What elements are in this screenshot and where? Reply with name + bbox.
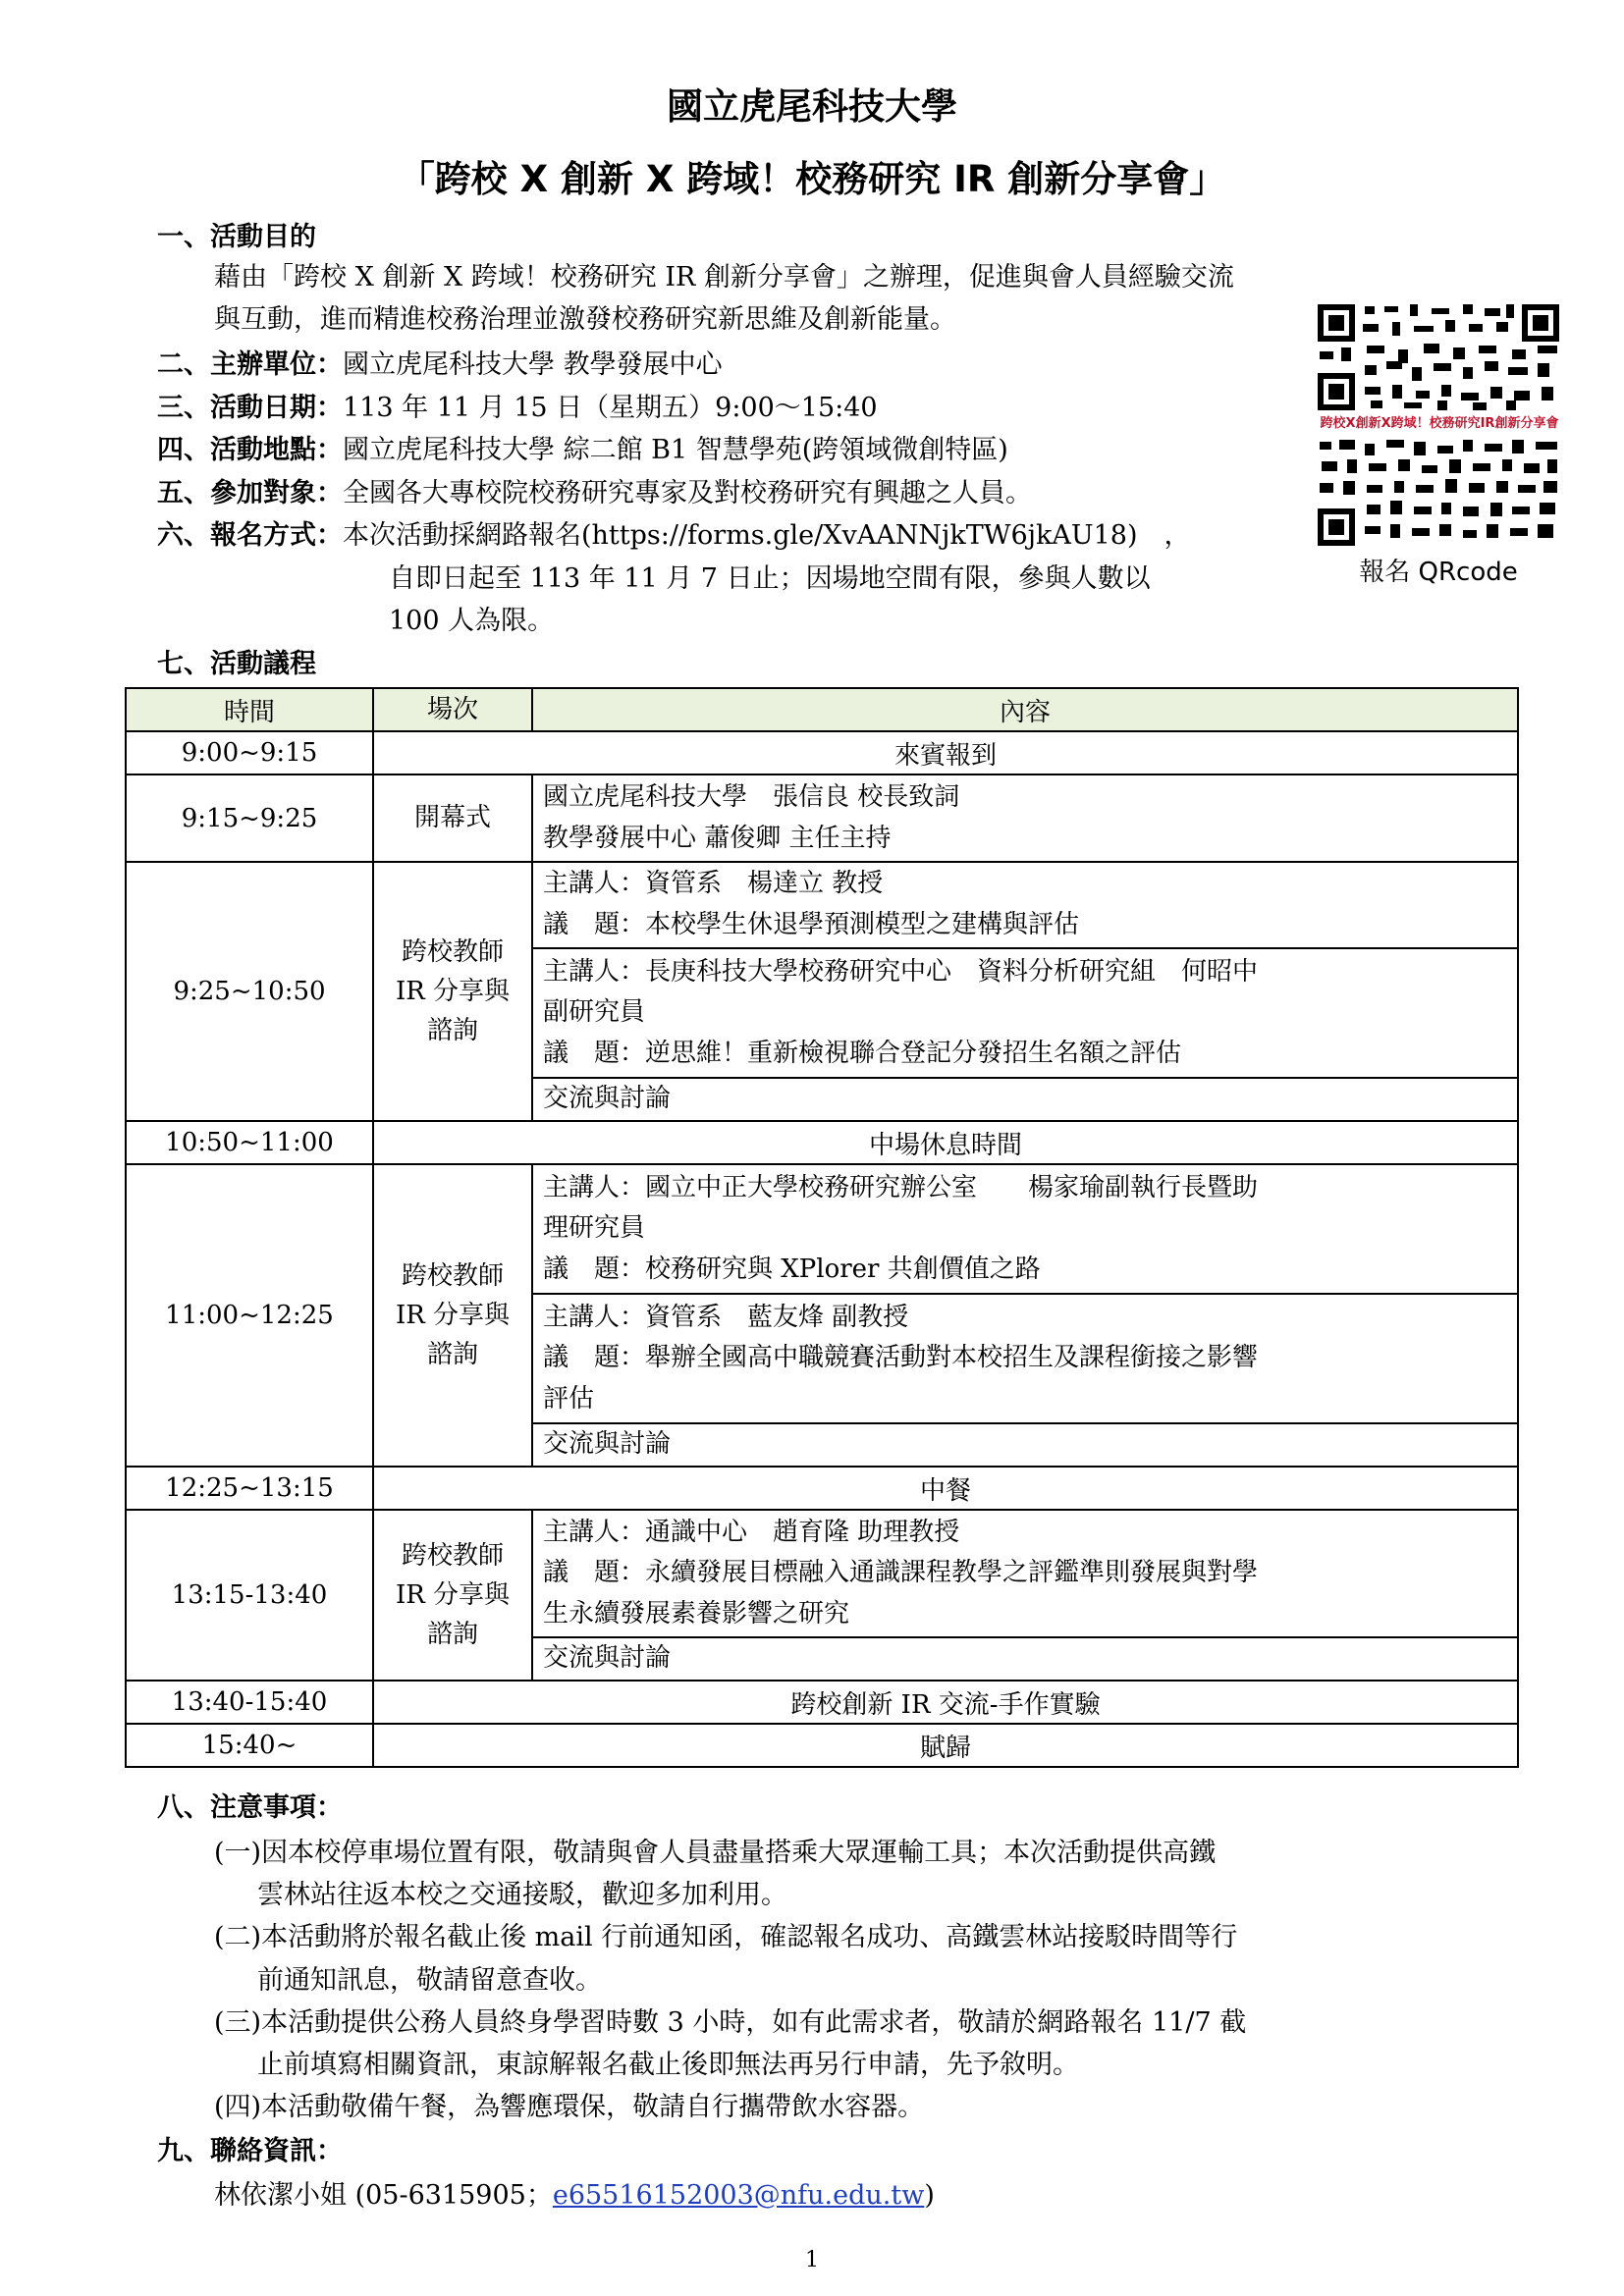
table-header-row [126, 688, 1518, 731]
note-item-4: (四)本活動敬備午餐，為響應環保，敬請自行攜帶飲水容器。 [214, 2092, 925, 2123]
organizer-row [157, 349, 723, 381]
row-session: 跨校教師 IR 分享與諮詢 [373, 1164, 532, 1467]
row-content: 交流與討論 [532, 1637, 1518, 1681]
note-item-3-cont: 止前填寫相關資訊，東諒解報名截止後即無法再另行申請，先予敘明。 [257, 2049, 1079, 2080]
date-row [157, 393, 878, 424]
note-item-1: (一)因本校停車場位置有限，敬請與會人員盡量搭乘大眾運輸工具；本次活動提供高鐵 [214, 1838, 1217, 1868]
note-item-1-cont: 雲林站往返本校之交通接駁，歡迎多加利用。 [257, 1880, 787, 1911]
row-content: 中餐 [373, 1467, 1518, 1510]
qr-caption: 報名 QRcode [1359, 558, 1518, 587]
row-time: 9:25~10:50 [126, 862, 373, 1121]
content-line: 國立虎尾科技大學 張信良 校長致詞 [543, 781, 960, 812]
contact-name-phone: 林依潔小姐 (05-6315905； [214, 2180, 553, 2211]
topic-line: 議 題：舉辦全國高中職競賽活動對本校招生及課程銜接之影響 [543, 1343, 1259, 1373]
contact-email-link[interactable]: e65516152003@nfu.edu.tw [552, 2180, 925, 2211]
row-time: 13:15-13:40 [126, 1510, 373, 1681]
venue-label: 四、活動地點： [157, 435, 343, 465]
row-time: 13:40-15:40 [126, 1681, 373, 1724]
registration-line1: 本次活動採網路報名(https://forms.gle/XvAANNjkTW6jkAU18) ， [343, 520, 1191, 551]
content-line: 教學發展中心 蕭俊卿 主任主持 [543, 823, 892, 853]
topic-line-continued: 評估 [543, 1383, 595, 1414]
topic-line: 議 題：逆思維！重新檢視聯合登記分發招生名額之評估 [543, 1038, 1182, 1068]
table-row [126, 1467, 1518, 1510]
table-row [126, 731, 1518, 774]
row-time: 15:40~ [126, 1724, 373, 1767]
registration-row [157, 520, 1191, 552]
speaker-line: 主講人：資管系 楊達立 教授 [543, 869, 884, 899]
section-contact-heading: 九、聯絡資訊： [157, 2136, 343, 2166]
table-row [126, 1724, 1518, 1767]
qr-code-icon [1316, 302, 1561, 412]
header-content: 內容 [532, 688, 1518, 731]
contact-line [214, 2180, 935, 2212]
row-content [532, 1510, 1518, 1637]
agenda-table [125, 687, 1519, 1768]
topic-line: 議 題：校務研究與 XPlorer 共創價值之路 [543, 1254, 1041, 1284]
row-content: 來賓報到 [373, 731, 1518, 774]
row-content [532, 774, 1518, 862]
header-session: 場次 [373, 688, 532, 731]
table-row [126, 1121, 1518, 1164]
row-content [532, 862, 1518, 948]
row-session: 跨校教師 IR 分享與諮詢 [373, 1510, 532, 1681]
purpose-text-line1: 藉由「跨校 X 創新 X 跨域！校務研究 IR 創新分享會」之辦理，促進與會人員經驗交流 [214, 262, 1234, 293]
table-row [126, 862, 1518, 948]
topic-line: 議 題：永續發展目標融入通識課程教學之評鑑準則發展與對學 [543, 1558, 1259, 1588]
contact-close-paren: ) [924, 2180, 935, 2211]
qr-banner-label: 跨校X創新X跨域！校務研究IR創新分享會 [1320, 416, 1559, 431]
row-content: 中場休息時間 [373, 1121, 1518, 1164]
row-content: 交流與討論 [532, 1078, 1518, 1121]
speaker-line: 主講人：通識中心 趙育隆 助理教授 [543, 1517, 960, 1547]
audience-value: 全國各大專校院校務研究專家及對校務研究有興趣之人員。 [343, 478, 1032, 508]
table-row [126, 1164, 1518, 1294]
event-title: 「跨校 X 創新 X 跨域！校務研究 IR 創新分享會」 [398, 158, 1226, 200]
venue-value: 國立虎尾科技大學 綜二館 B1 智慧學苑(跨領域微創特區) [343, 435, 1008, 465]
row-content [532, 948, 1518, 1078]
page-number: 1 [805, 2248, 819, 2272]
row-session: 跨校教師 IR 分享與諮詢 [373, 862, 532, 1121]
row-time: 9:00~9:15 [126, 731, 373, 774]
registration-line3: 100 人為限。 [389, 606, 555, 636]
speaker-line: 主講人：資管系 藍友烽 副教授 [543, 1302, 909, 1332]
organizer-value: 國立虎尾科技大學 教學發展中心 [343, 349, 723, 380]
speaker-line: 主講人：國立中正大學校務研究辦公室 楊家瑜副執行長暨助 [543, 1172, 1259, 1202]
registration-line2: 自即日起至 113 年 11 月 7 日止；因場地空間有限，參與人數以 [389, 563, 1151, 594]
note-item-2-cont: 前通知訊息，敬請留意查收。 [257, 1964, 602, 1996]
table-row [126, 774, 1518, 862]
audience-row [157, 478, 1032, 509]
table-row [126, 1510, 1518, 1637]
registration-label: 六、報名方式： [157, 520, 343, 551]
row-time: 11:00~12:25 [126, 1164, 373, 1467]
university-title: 國立虎尾科技大學 [667, 85, 957, 128]
row-content [532, 1164, 1518, 1294]
section-agenda-heading: 七、活動議程 [157, 649, 316, 679]
row-time: 10:50~11:00 [126, 1121, 373, 1164]
topic-line: 議 題：本校學生休退學預測模型之建構與評估 [543, 910, 1080, 939]
row-content: 跨校創新 IR 交流-手作實驗 [373, 1681, 1518, 1724]
section-notes-heading: 八、注意事項： [157, 1792, 343, 1823]
speaker-title-line: 理研究員 [543, 1213, 646, 1244]
organizer-label: 二、主辦單位： [157, 349, 343, 380]
row-content: 交流與討論 [532, 1423, 1518, 1467]
row-time: 9:15~9:25 [126, 774, 373, 862]
speaker-line: 主講人：長庚科技大學校務研究中心 資料分析研究組 何昭中 [543, 956, 1259, 987]
audience-label: 五、參加對象： [157, 478, 343, 508]
table-row [126, 1681, 1518, 1724]
date-value: 113 年 11 月 15 日（星期五）9:00～15:40 [343, 393, 878, 423]
note-item-2: (二)本活動將於報名截止後 mail 行前通知函，確認報名成功、高鐵雲林站接駁時間等行 [214, 1922, 1238, 1953]
topic-line-continued: 生永續發展素養影響之研究 [543, 1598, 850, 1629]
section-purpose-heading: 一、活動目的 [157, 222, 316, 252]
header-time: 時間 [126, 688, 373, 731]
notes-list [214, 1832, 1246, 2128]
venue-row [157, 435, 1008, 466]
note-item-3: (三)本活動提供公務人員終身學習時數 3 小時，如有此需求者，敬請於網路報名 11/7 截 [214, 2006, 1247, 2038]
row-content: 賦歸 [373, 1724, 1518, 1767]
date-label: 三、活動日期： [157, 393, 343, 423]
speaker-title-line: 副研究員 [543, 997, 646, 1028]
row-time: 12:25~13:15 [126, 1467, 373, 1510]
row-session: 開幕式 [373, 774, 532, 862]
qr-code-icon [1316, 438, 1561, 548]
row-content [532, 1294, 1518, 1423]
purpose-text-line2: 與互動，進而精進校務治理並激發校務研究新思維及創新能量。 [214, 304, 956, 335]
